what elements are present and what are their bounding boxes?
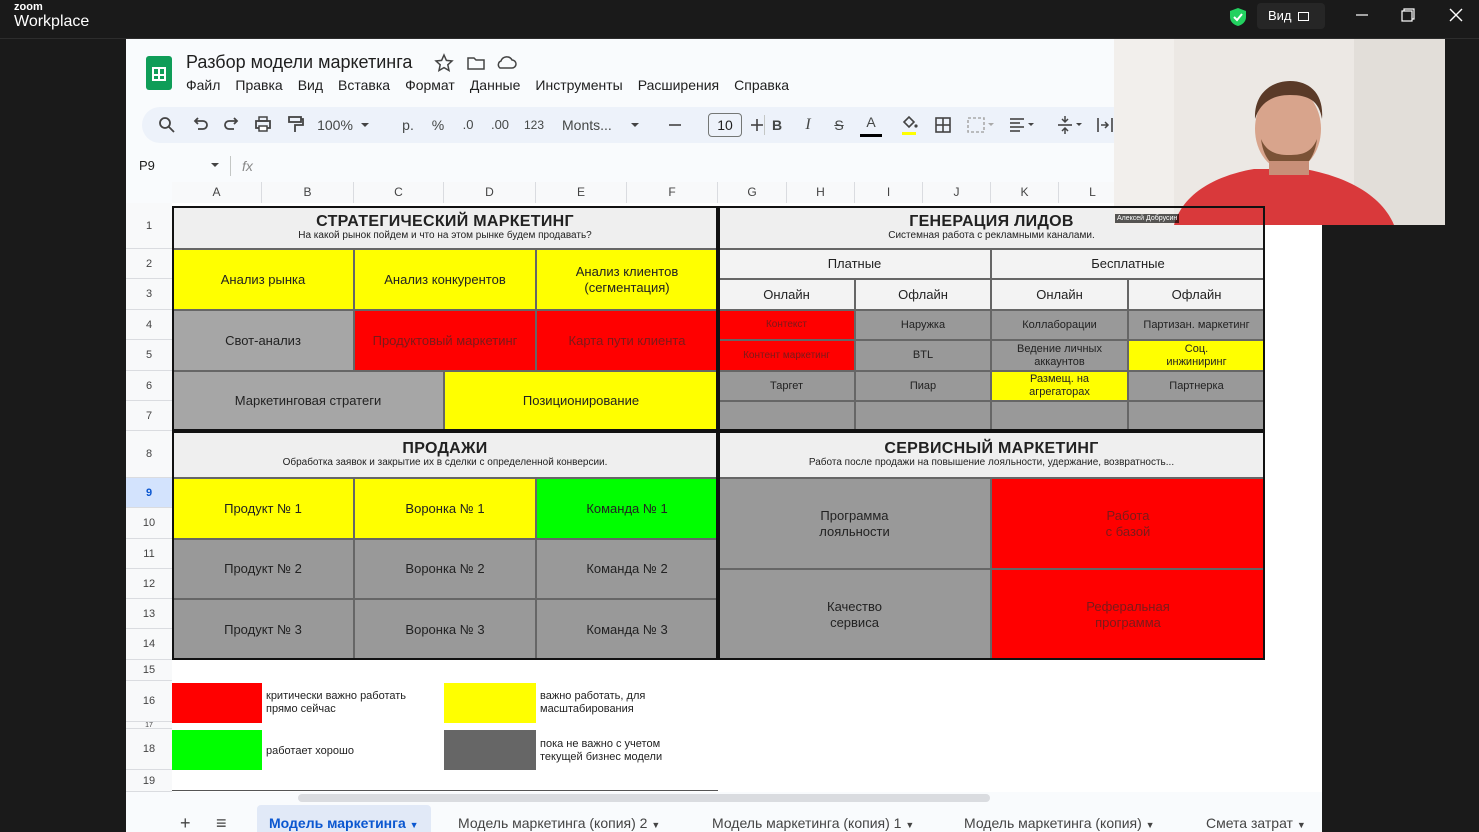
paint-format-icon[interactable] (284, 107, 306, 143)
undo-icon[interactable] (190, 107, 212, 143)
cell-client-analysis[interactable]: Анализ клиентов (сегментация) (536, 249, 718, 310)
move-folder-icon[interactable] (468, 58, 484, 69)
view-grid-icon (1298, 12, 1309, 21)
tab-model-copy[interactable] (964, 805, 1155, 832)
fill-color-icon[interactable] (898, 107, 920, 143)
tab-cost-estimate[interactable] (1206, 805, 1306, 832)
service-title: СЕРВИСНЫЙ МАРКЕТИНГ (884, 440, 1099, 457)
cell-target[interactable]: Таргет (718, 371, 855, 401)
row-header[interactable]: 15 (126, 660, 172, 681)
cell-team-3[interactable]: Команда № 3 (536, 599, 718, 660)
leads-subtitle: Системная работа с рекламными каналами. (888, 230, 1095, 241)
cell-content-marketing[interactable]: Контент маркетинг (718, 340, 855, 371)
cell-online-free[interactable]: Онлайн (991, 279, 1128, 310)
strategic-subtitle: На какой рынок пойдем и что на этом рынке будем продавать? (298, 230, 592, 241)
search-icon[interactable] (156, 107, 178, 143)
cell-empty[interactable] (718, 401, 855, 431)
caret-down-icon: ▼ (409, 820, 419, 830)
cell-database-work[interactable]: Работа с базой (991, 478, 1265, 569)
legend-red-text[interactable]: критически важно работать прямо сейчас (266, 690, 407, 715)
row-header[interactable]: 13 (126, 599, 172, 629)
service-header[interactable] (718, 431, 1265, 478)
cell-personal-accounts[interactable]: Ведение личных аккаунтов (991, 340, 1128, 371)
tab-model-marketing[interactable] (257, 805, 431, 832)
name-box[interactable]: P9 (139, 158, 155, 173)
cell-product-marketing[interactable]: Продуктовый маркетинг (354, 310, 536, 371)
strikethrough-button[interactable]: S (834, 117, 844, 133)
cell-swot[interactable]: Свот-анализ (172, 310, 354, 371)
bottom-rule (172, 790, 718, 791)
minimize-icon[interactable] (1347, 4, 1377, 26)
cell-pr[interactable]: Пиар (855, 371, 991, 401)
row-header[interactable]: 16 (126, 681, 172, 722)
menu-help[interactable]: Справка (734, 77, 790, 93)
cell-customer-journey[interactable]: Карта пути клиента (536, 310, 718, 371)
increase-decimal-button[interactable]: .00 (490, 117, 510, 132)
col-header-g[interactable]: G (718, 182, 787, 203)
col-header-l[interactable]: L (1059, 182, 1127, 203)
number-format-button[interactable]: 123 (523, 118, 545, 132)
row-header[interactable]: 19 (126, 770, 172, 792)
cell-btl[interactable]: BTL (855, 340, 991, 371)
caret-down-icon: ▼ (1145, 820, 1155, 830)
view-button[interactable] (1257, 3, 1325, 29)
fx-icon: fx (242, 158, 253, 174)
cell-grid (172, 203, 1322, 792)
legend-gray-swatch[interactable] (444, 730, 536, 770)
cell-guerrilla[interactable]: Партизан. маркетинг (1128, 310, 1265, 340)
cell-paid[interactable]: Платные (718, 249, 991, 279)
cell-team-2[interactable]: Команда № 2 (536, 539, 718, 599)
cell-market-analysis[interactable]: Анализ рынка (172, 249, 354, 310)
chevron-down-icon[interactable] (210, 161, 220, 169)
tab-label: Модель маркетинга (копия) (964, 815, 1142, 831)
row-header[interactable]: 17 (126, 722, 172, 729)
cell-product-1[interactable]: Продукт № 1 (172, 478, 354, 539)
cell-empty[interactable] (1128, 401, 1265, 431)
service-subtitle: Работа после продажи на повышение лояльности, удержание, возвратность... (808, 457, 1175, 468)
cloud-saved-icon[interactable] (498, 57, 516, 68)
cell-partner[interactable]: Партнерка (1128, 371, 1265, 401)
formula-divider (230, 156, 231, 176)
italic-button[interactable]: I (805, 116, 811, 133)
cell-positioning[interactable]: Позиционирование (444, 371, 718, 431)
participant-name: Алексей Добрусин (1117, 215, 1178, 222)
row-header-selected[interactable]: 9 (126, 478, 172, 508)
tab-label: Модель маркетинга (копия) 2 (458, 815, 648, 831)
cell-outdoor[interactable]: Наружка (855, 310, 991, 340)
cell-aggregators[interactable]: Размещ. на агрегаторах (991, 371, 1128, 401)
cell-context[interactable]: Контекст (718, 310, 855, 340)
row-header[interactable]: 18 (126, 729, 172, 770)
row-header[interactable]: 1 (126, 203, 172, 249)
restore-icon[interactable] (1393, 4, 1423, 26)
borders-icon[interactable] (932, 107, 954, 143)
sheet-tabs (126, 805, 1322, 832)
tab-label: Модель маркетинга (269, 815, 406, 831)
currency-format-button[interactable]: р. (402, 117, 414, 133)
cell-team-1[interactable]: Команда № 1 (536, 478, 718, 539)
legend-gray-text[interactable]: пока не важно с учетом текущей бизнес модели (540, 738, 663, 763)
merge-cells-icon[interactable] (964, 107, 998, 143)
col-header-k[interactable]: K (991, 182, 1059, 203)
menu-insert[interactable]: Вставка (338, 77, 391, 93)
row-header[interactable]: 10 (126, 508, 172, 539)
cell-product-2[interactable]: Продукт № 2 (172, 539, 354, 599)
sales-title: ПРОДАЖИ (402, 440, 488, 457)
align-horizontal-icon[interactable] (1006, 107, 1040, 143)
cell-collab[interactable]: Коллаборации (991, 310, 1128, 340)
print-icon[interactable] (252, 107, 274, 143)
col-header-f[interactable]: F (627, 182, 718, 203)
col-header-j[interactable]: J (923, 182, 991, 203)
redo-icon[interactable] (220, 107, 242, 143)
row-header[interactable]: 7 (126, 401, 172, 431)
tab-model-copy-1[interactable] (712, 805, 914, 832)
menu-data[interactable]: Данные (469, 77, 521, 93)
caret-down-icon: ▼ (1296, 820, 1306, 830)
participant-image (1114, 39, 1445, 225)
menu-edit[interactable]: Правка (235, 77, 283, 93)
horizontal-scrollbar[interactable] (298, 794, 990, 802)
font-size-input[interactable]: 10 (708, 113, 742, 137)
cell-free[interactable]: Бесплатные (991, 249, 1265, 279)
sheets-logo-icon[interactable] (146, 56, 172, 90)
view-label: Вид (1268, 8, 1292, 23)
row-header[interactable]: 2 (126, 249, 172, 279)
align-vertical-icon[interactable] (1054, 107, 1088, 143)
strategic-title: СТРАТЕГИЧЕСКИЙ МАРКЕТИНГ (316, 213, 574, 230)
cell-service-quality[interactable]: Качество сервиса (718, 569, 991, 660)
legend-yellow-swatch[interactable] (444, 683, 536, 723)
document-title[interactable]: Разбор модели маркетинга (186, 52, 413, 72)
menu-bar (186, 77, 789, 93)
menu-tools[interactable]: Инструменты (535, 77, 623, 93)
zoom-select[interactable]: 100% (317, 117, 353, 133)
cell-social-engineering[interactable]: Соц. инжиниринг (1128, 340, 1265, 371)
col-header-b[interactable]: B (262, 182, 354, 203)
text-color-button[interactable]: A (860, 107, 882, 137)
sales-header[interactable] (172, 431, 718, 478)
decrease-decimal-button[interactable]: .0 (462, 117, 474, 132)
zoom-brand-bottom: Workplace (14, 13, 90, 30)
toolbar-divider (764, 115, 765, 135)
cell-empty[interactable] (991, 401, 1128, 431)
menu-format[interactable]: Формат (405, 77, 455, 93)
col-header-d[interactable]: D (444, 182, 536, 203)
tab-label: Модель маркетинга (копия) 1 (712, 815, 902, 831)
chevron-down-icon[interactable] (628, 107, 642, 143)
col-header-a[interactable]: A (172, 182, 262, 203)
row-header[interactable]: 4 (126, 310, 172, 340)
all-sheets-button[interactable]: ≡ (216, 813, 227, 832)
caret-down-icon: ▼ (905, 820, 915, 830)
row-header[interactable]: 3 (126, 279, 172, 310)
cell-empty[interactable] (855, 401, 991, 431)
menu-file[interactable]: Файл (186, 77, 221, 93)
legend-green-text[interactable]: работает хорошо (266, 745, 354, 757)
star-icon[interactable] (436, 55, 452, 71)
row-header[interactable]: 5 (126, 340, 172, 371)
zoom-brand-top: zoom (14, 1, 43, 13)
menu-extensions[interactable]: Расширения (637, 77, 720, 93)
shield-icon[interactable] (1229, 7, 1247, 27)
cell-funnel-2[interactable]: Воронка № 2 (354, 539, 536, 599)
cell-product-3[interactable]: Продукт № 3 (172, 599, 354, 660)
caret-down-icon: ▼ (651, 820, 661, 830)
tab-label: Смета затрат (1206, 815, 1293, 831)
add-sheet-button[interactable]: + (180, 813, 191, 832)
row-header[interactable]: 6 (126, 371, 172, 401)
zoom-logo (14, 2, 89, 30)
font-select[interactable]: Monts... (562, 117, 612, 133)
chevron-down-icon[interactable] (358, 107, 372, 143)
menu-view[interactable]: Вид (297, 77, 324, 93)
cell-referral-program[interactable]: Реферальная программа (991, 569, 1265, 660)
strategic-header[interactable] (172, 206, 718, 249)
cell-marketing-strategy[interactable]: Маркетинговая стратеги (172, 371, 444, 431)
text-wrap-icon[interactable] (1094, 107, 1116, 143)
leads-title: ГЕНЕРАЦИЯ ЛИДОВ (909, 213, 1074, 230)
col-header-i[interactable]: I (855, 182, 923, 203)
legend-yellow-text[interactable]: важно работать, для масштабирования (540, 690, 646, 715)
row-header[interactable]: 14 (126, 629, 172, 660)
row-header[interactable]: 11 (126, 539, 172, 569)
title-actions (434, 53, 524, 73)
legend-red-swatch[interactable] (172, 683, 262, 723)
legend-green-swatch[interactable] (172, 730, 262, 770)
tab-model-copy-2[interactable] (458, 805, 660, 832)
col-header-e[interactable]: E (536, 182, 627, 203)
percent-format-button[interactable]: % (431, 117, 445, 133)
col-header-h[interactable]: H (787, 182, 855, 203)
row-header[interactable]: 8 (126, 431, 172, 478)
cell-competitor-analysis[interactable]: Анализ конкурентов (354, 249, 536, 310)
sales-subtitle: Обработка заявок и закрытие их в сделки с определенной конверсии. (282, 457, 608, 468)
cell-online-paid[interactable]: Онлайн (718, 279, 855, 310)
cell-offline-paid[interactable]: Офлайн (855, 279, 991, 310)
col-header-c[interactable]: C (354, 182, 444, 203)
cell-funnel-3[interactable]: Воронка № 3 (354, 599, 536, 660)
bold-button[interactable]: B (771, 117, 783, 133)
cell-funnel-1[interactable]: Воронка № 1 (354, 478, 536, 539)
participant-video[interactable] (1114, 39, 1445, 225)
close-icon[interactable] (1441, 4, 1471, 26)
font-size-minus-icon[interactable] (666, 107, 684, 143)
cell-offline-free[interactable]: Офлайн (1128, 279, 1265, 310)
zoom-title-bar (0, 0, 1479, 39)
cell-loyalty-program[interactable]: Программа лояльности (718, 478, 991, 569)
row-header[interactable]: 12 (126, 569, 172, 599)
